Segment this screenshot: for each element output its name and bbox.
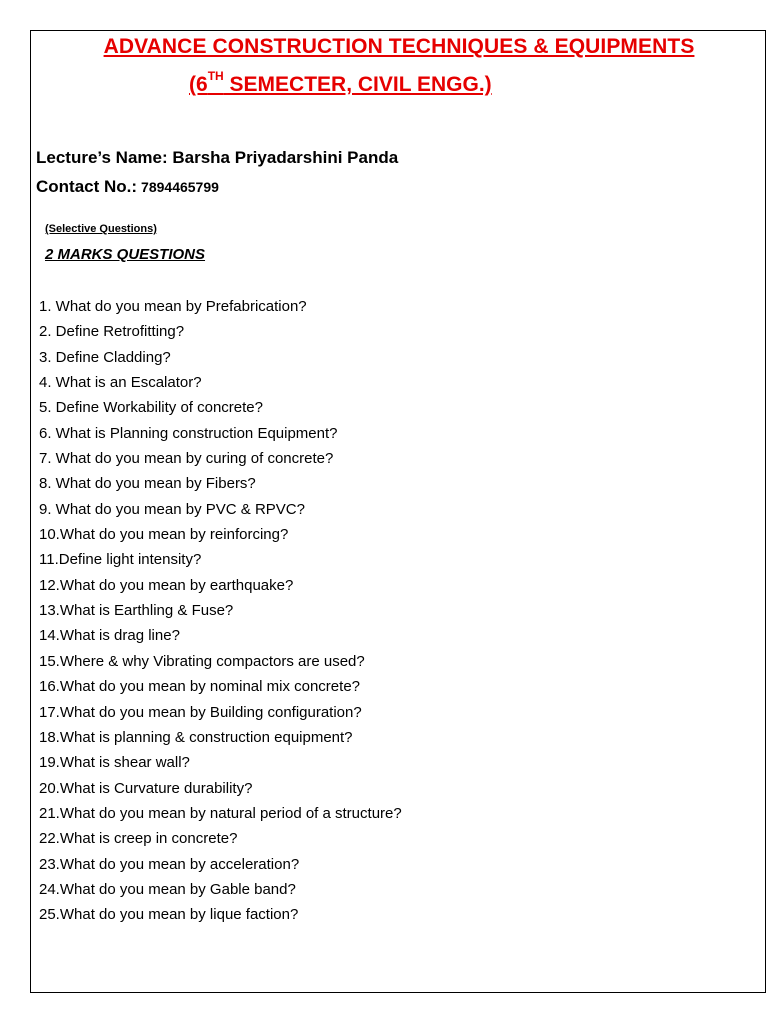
subtitle-prefix: (6	[189, 73, 208, 96]
question-item: 19.What is shear wall?	[39, 754, 190, 772]
question-item: 25.What do you mean by lique faction?	[39, 906, 299, 924]
question-item: 18.What is planning & construction equipment?	[39, 728, 353, 746]
question-item: 16.What do you mean by nominal mix concrete?	[39, 678, 360, 696]
question-item: 23.What do you mean by acceleration?	[39, 855, 300, 873]
question-item: 22.What is creep in concrete?	[39, 830, 238, 848]
document-subtitle	[189, 69, 492, 97]
question-item: 7. What do you mean by curing of concrete?	[39, 450, 334, 468]
question-item: 21.What do you mean by natural period of a structure?	[39, 804, 402, 822]
question-item: 13.What is Earthling & Fuse?	[39, 602, 234, 620]
question-item: 14.What is drag line?	[39, 627, 180, 645]
question-item: 9. What do you mean by PVC & RPVC?	[39, 500, 305, 518]
contact-number: 7894465799	[141, 179, 219, 195]
question-item: 6. What is Planning construction Equipment?	[39, 424, 338, 442]
subtitle-superscript: TH	[207, 69, 224, 83]
question-item: 15.Where & why Vibrating compactors are used?	[39, 652, 365, 670]
marks-heading: 2 MARKS QUESTIONS	[45, 246, 206, 263]
question-item: 5. Define Workability of concrete?	[39, 399, 263, 417]
contact-line	[36, 177, 219, 197]
question-item: 24.What do you mean by Gable band?	[39, 880, 296, 898]
question-item: 11.Define light intensity?	[39, 551, 202, 569]
question-item: 8. What do you mean by Fibers?	[39, 475, 256, 493]
subtitle-suffix: SEMECTER, CIVIL ENGG.)	[223, 73, 492, 96]
question-item: 3. Define Cladding?	[39, 348, 171, 366]
contact-label: Contact No.:	[36, 177, 138, 196]
question-list	[39, 297, 402, 931]
question-item: 4. What is an Escalator?	[39, 374, 202, 392]
question-item: 1. What do you mean by Prefabrication?	[39, 298, 307, 315]
question-item: 10.What do you mean by reinforcing?	[39, 526, 289, 544]
question-item: 2. Define Retrofitting?	[39, 323, 185, 341]
document-frame	[30, 30, 766, 993]
question-item: 12.What do you mean by earthquake?	[39, 576, 294, 594]
question-item: 20.What is Curvature durability?	[39, 779, 253, 797]
lecturer-name: Lecture’s Name: Barsha Priyadarshini Panda	[36, 148, 399, 167]
document-title: ADVANCE CONSTRUCTION TECHNIQUES & EQUIPMENTS	[103, 35, 695, 58]
selective-questions-label: (Selective Questions)	[45, 223, 157, 235]
question-item: 17.What do you mean by Building configuration?	[39, 703, 362, 721]
